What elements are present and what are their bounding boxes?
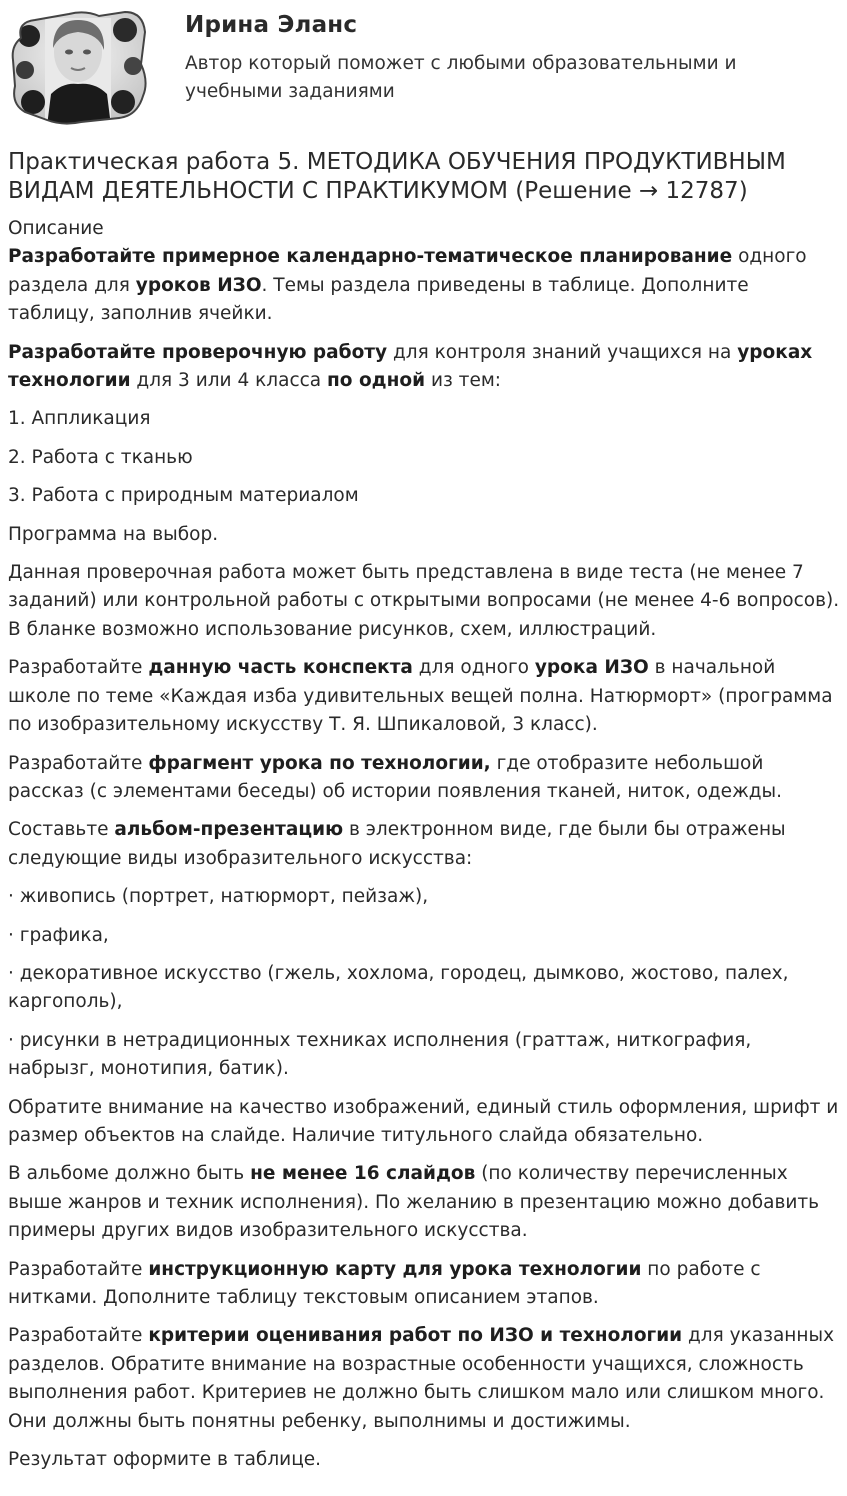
text: для 3 или 4 класса — [130, 370, 328, 392]
paragraph — [8, 1256, 841, 1313]
text: для указанных разделов. Обратите внимание на возрастные особенности учащихся, сложность выполнения работ. Критериев не должно быть слишком мало или слишком много. Они должны быть понятны ребенку, выполнимы и достижимы. — [8, 1325, 835, 1432]
bold-text: данную часть конспекта — [148, 657, 413, 679]
text: в электронном виде, где были бы отражены следующие виды изобразительного искусства: — [8, 819, 786, 869]
text: где отобразите небольшой рассказ (с элементами беседы) об истории появления тканей, ниток, одежды. — [8, 752, 783, 802]
bold-text: критерии оценивания работ по ИЗО и технологии — [148, 1325, 683, 1347]
text: 3. Работа с природным материалом — [8, 485, 359, 507]
text: одного раздела для — [8, 246, 807, 296]
bold-text: альбом-презентацию — [114, 819, 344, 841]
text: Составьте — [8, 819, 115, 841]
paragraph — [8, 521, 841, 549]
text: . Темы раздела приведены в таблице. Дополните таблицу, заполнив ячейки. — [8, 274, 749, 325]
text: · декоративное искусство (гжель, хохлома, городец, дымково, жостово, палех, каргополь), — [8, 962, 789, 1013]
bold-text: фрагмент урока по технологии, — [148, 752, 491, 774]
text: Обратите внимание на качество изображений, единый стиль оформления, шрифт и размер объектов на слайде. Наличие титульного слайда обязательно. — [8, 1096, 839, 1146]
task-description — [8, 215, 841, 1484]
paragraph — [8, 922, 841, 950]
paragraph — [8, 1094, 841, 1151]
paragraph — [8, 654, 841, 739]
author-card — [0, 0, 847, 140]
paragraph — [8, 1446, 841, 1474]
author-description: Автор который поможет с любыми образовательными и учебными заданиями — [185, 53, 737, 102]
text: Разработайте — [8, 1325, 149, 1347]
bold-text: уроков ИЗО — [135, 274, 262, 296]
paragraph — [8, 1322, 841, 1436]
paragraph — [8, 444, 841, 472]
paragraph-list — [8, 243, 841, 1474]
paragraph — [8, 405, 841, 433]
page-title: Практическая работа 5. МЕТОДИКА ОБУЧЕНИЯ ПРОДУКТИВНЫМ ВИДАМ ДЕЯТЕЛЬНОСТИ С ПРАКТИКУМОМ (Решение → 12787) — [8, 149, 786, 204]
bold-text: Разработайте примерное календарно-тематическое планирование — [8, 246, 733, 268]
paragraph — [8, 339, 841, 396]
paragraph — [8, 1027, 841, 1084]
text: · рисунки в нетрадиционных техниках исполнения (граттаж, ниткография, набрызг, монотипия, батик). — [8, 1029, 752, 1080]
bold-text: урока ИЗО — [534, 657, 649, 679]
text: Данная проверочная работа может быть представлена в виде теста (не менее 7 заданий) или контрольной работы с открытыми вопросами (не менее 4-6 вопросов). В бланке возможно использование рисунков, схем, иллюстраций. — [8, 562, 840, 640]
text: 2. Работа с тканью — [8, 446, 193, 468]
text: (по количеству перечисленных выше жанров и техник исполнения). По желанию в презентацию можно добавить примеры других видов изобразительного искусства. — [8, 1163, 820, 1242]
bold-text: не менее 16 слайдов — [250, 1163, 476, 1185]
text: из тем: — [425, 370, 502, 392]
text: 1. Аппликация — [8, 408, 151, 430]
text: для одного — [412, 657, 535, 679]
text: в начальной школе по теме «Каждая изба удивительных вещей полна. Натюрморт» (программа по изобразительному искусству Т. Я. Шпикаловой, 3 класс). — [8, 657, 833, 736]
paragraph — [8, 960, 841, 1017]
text: Разработайте — [8, 657, 149, 679]
text: Разработайте — [8, 1258, 149, 1280]
text: В альбоме должно быть — [8, 1163, 251, 1185]
paragraph — [8, 1160, 841, 1245]
text: для контроля знаний учащихся на — [387, 341, 738, 363]
avatar-photo — [7, 8, 150, 126]
paragraph — [8, 883, 841, 911]
avatar[interactable] — [7, 8, 150, 126]
text: Разработайте — [8, 752, 149, 774]
bold-text: инструкционную карту для урока технологии — [148, 1258, 642, 1280]
description-label: Описание — [8, 218, 104, 239]
paragraph — [8, 816, 841, 873]
text: · живопись (портрет, натюрморт, пейзаж), — [8, 886, 429, 908]
paragraph — [8, 482, 841, 510]
text: · графика, — [8, 924, 109, 946]
paragraph — [8, 243, 841, 328]
author-name[interactable]: Ирина Эланс — [185, 12, 358, 38]
text: Результат оформите в таблице. — [8, 1449, 322, 1471]
bold-text: Разработайте проверочную работу — [8, 341, 388, 363]
bold-text: уроках технологии — [8, 341, 813, 392]
paragraph — [8, 750, 841, 807]
bold-text: по одной — [327, 370, 426, 392]
text: по работе с нитками. Дополните таблицу текстовым описанием этапов. — [8, 1258, 761, 1308]
paragraph — [8, 559, 841, 644]
text: Программа на выбор. — [8, 523, 219, 545]
